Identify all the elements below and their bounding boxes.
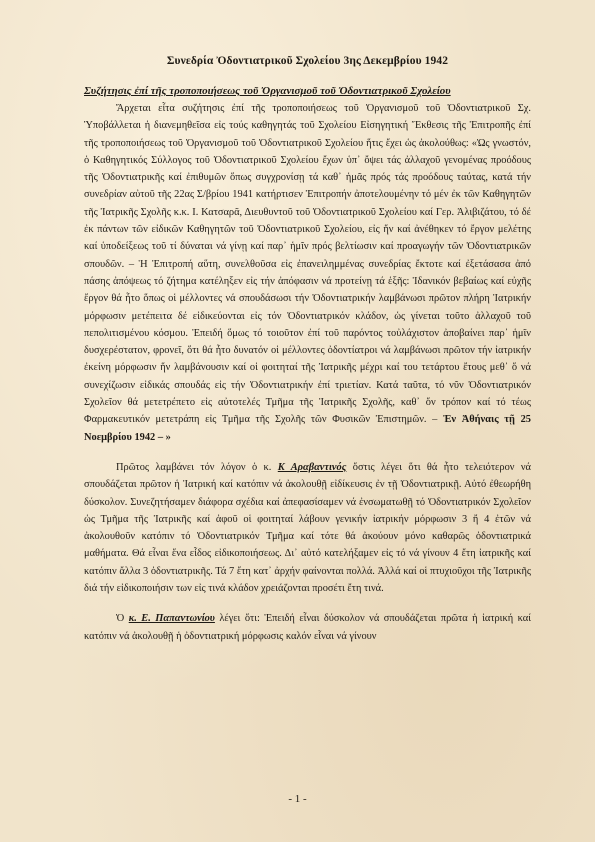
paragraph-aravantinos xyxy=(84,459,531,597)
report-signoff: Ἐν Ἀθήναις τῇ 25 Νοεμβρίου 1942 – xyxy=(84,414,531,443)
paragraph-papantoniou xyxy=(84,610,531,645)
speaker-name: κ. Ε. Παπαντωνίου xyxy=(128,613,215,625)
report-text: Ἄρχεται εἶτα συζήτησις ἐπί τῆς τροποποιήσεως τοῦ Ὀργανισμοῦ τοῦ Ὀδοντιατρικοῦ Σχ. Ὑποβάλλεται ἡ διανεμηθεῖσα εἰς τούς καθηγητάς τοῦ Σχολείου Εἰσηγητική Ἔκθεσις τῆς Ἐπιτροπῆς ἐπί τῆς τροποποιήσεως τοῦ Ὀργανισμοῦ τοῦ Ὀδοντιατρικοῦ Σχολείου ἥτις ἔχει ὡς ἀκολούθως: «Ὡς γνωστόν, ὁ Καθηγητικός Σύλλογος τοῦ Ὀδοντιατρικοῦ Σχολείου ἔχων ὑπ᾽ ὄψει τάς ἀλλαχοῦ γενομένας προόδους τῆς Ὀδοντιατρικῆς καί ἐπιθυμῶν ὅπως συγχρονίσῃ τά καθ᾽ ἡμᾶς πρός τάς προόδους ταύτας, κατά τήν συνεδρίαν αὐτοῦ τῆς 22ας Σ/βρίου 1941 κατήρτισεν Ἐπιτροπήν ἀποτελουμένην τό μέν ἐκ τῶν Καθηγητῶν τῆς Ἰατρικῆς Σχολῆς κ.κ. Ι. Κατσαρᾶ, Διευθυντοῦ τοῦ Ὀδοντιατρικοῦ Σχολείου καί Γερ. Ἀλιβιζάτου, τό δέ ἐκ πάντων τῶν εἰδικῶν Καθηγητῶν τοῦ Ὀδοντιατρικοῦ Σχολείου, εἰς ἥν καί ἀνέθηκεν τό ἔργον μελέτης καί ὑποδείξεως τοῦ τί δύναται νά γίνῃ καί παρ᾽ ἡμῖν πρός βελτίωσιν καί προαγωγήν τῶν Ὀδοντιατρικῶν σπουδῶν. – Ἡ Ἐπιτροπή αὕτη, συνελθοῦσα εἰς ἐπανειλημμένας συνεδρίας ἔκτοτε καί ἐξετάσασα ἀπό πάσης ἀπόψεως τό ζήτημα κατέληξεν εἰς τήν ἀπόφασιν νά προτείνῃ τά ἑξῆς: Ἰδανικόν βεβαίως καί εὐχῆς ἔργον θά ἦτο ὅπως οἱ μέλλοντες νά σπουδάσωσι τήν Ὀδοντιατρικήν λαμβάνωσι πρῶτον πλήρη Ἰατρικήν μόρφωσιν μετέπειτα δέ εἰδικεύονται εἰς τόν Ὀδοντιατρικόν κλάδον, ὡς γίνεται τοῦτο ἀλλαχοῦ τοῦ πεπολιτισμένου κόσμου. Ἐπειδή ὅμως τό τοιοῦτον ἐπί τοῦ παρόντος τοὐλάχιστον ἀποβαίνει παρ᾽ ἡμῖν δυσχερέστατον, φρονεῖ, ὅτι θά ἦτο δυνατόν οἱ μέλλοντες ὀδοντίατροι νά λαμβάνωσι πρῶτον τήν ἰατρικήν ἐκείνη μόρφωσιν ἥν λαμβάνουσιν καί οἱ φοιτηταί τῆς Ἰατρικῆς μέχρι καί του τετάρτου ἔτους μεθ᾽ ὅ νά συνεχίζωσιν εἰδικάς σπουδάς εἰς τήν Ὀδοντιατρικήν ἐπί τριετίαν. Κατά ταῦτα, τό νῦν Ὀδοντιατρικόν Σχολεῖον θά μετετρέπετο εἰς αὐτοτελές Τμῆμα τῆς Ἰατρικῆς Σχολῆς, καθ᾽ ὅν τρόπον καί τό τέως Φαρμακευτικόν μετετράπη εἰς Τμῆμα τῆς Σχολῆς τῶν Φυσικῶν Ἐπιστημῶν. – xyxy=(84,103,531,426)
paragraph-text: ὅστις λέγει ὅτι θά ἦτο τελειότερον νά σπουδάζεται πρῶτον ἡ Ἰατρική καί κατόπιν νά ἀκολουθῇ εἰδίκευσις ἐν τῇ Ὀδοντιατρικῇ. Αὐτό ἐθεωρήθη δύσκολον. Συνεζητήσαμεν διάφορα σχέδια καί ἀπεφασίσαμεν νά ἐνσωματωθῇ τό Ὀδοντιατρικόν Σχολεῖον ὡς Τμῆμα τῆς Ἰατρικῆς καί ἀφοῦ οἱ φοιτηταί λάβουν γενικήν ἰατρικήν μόρφωσιν 3 ἤ 4 ἐτῶν νά ἀκολουθοῦν κατόπιν τό Ὀδοντιατρικόν Τμῆμα καί τότε θά ἀκούουν μόνο καθαρῶς ὀδοντιατρικά μαθήματα. Θά εἶναι ἕνα εἶδος εἰδικοποιήσεως. Δι᾽ αὐτό κατελήξαμεν εἰς τό νά γίνουν 4 ἔτη ἰατρικῆς καί κατόπιν ἄλλα 3 ὀδοντιατρικῆς. Τά 7 ἔτη κατ᾽ ἀρχήν φαίνονται πολλά. Ἀλλά καί οἱ πτυχιοῦχοι τῆς Ἰατρικῆς διά τήν εἰδικοποιήσιν των εἰς τινά κλάδον χρειάζονται προσέτι ἔτη τινά. xyxy=(84,461,532,595)
document-body xyxy=(84,55,531,645)
paragraph-lead: Ὁ xyxy=(116,613,129,625)
speaker-name: Κ Αραβαντινός xyxy=(277,461,347,473)
page-number: - 1 - xyxy=(288,793,307,805)
closing-quote: » xyxy=(163,431,171,443)
paragraph-report xyxy=(84,100,531,446)
paragraph-text: λέγει ὅτι: Ἐπειδή εἶναι δύσκολον νά σπουδάζεται πρῶτα ἡ ἰατρική καί κατόπιν νά ἀκολουθῇ ἡ ὀδοντιατρική μόρφωσις καλόν εἶναι νά γίνουν xyxy=(84,613,531,642)
paragraph-lead: Πρῶτος λαμβάνει τόν λόγον ὁ κ. xyxy=(116,461,278,473)
section-heading: Συζήτησις ἐπί τῆς τροποποιήσεως τοῦ Ὀργανισμοῦ τοῦ Ὀδοντιατρικοῦ Σχολείου xyxy=(84,85,451,97)
page-title: Συνεδρία Ὀδοντιατρικοῦ Σχολείου 3ης Δεκεμβρίου 1942 xyxy=(166,55,449,67)
